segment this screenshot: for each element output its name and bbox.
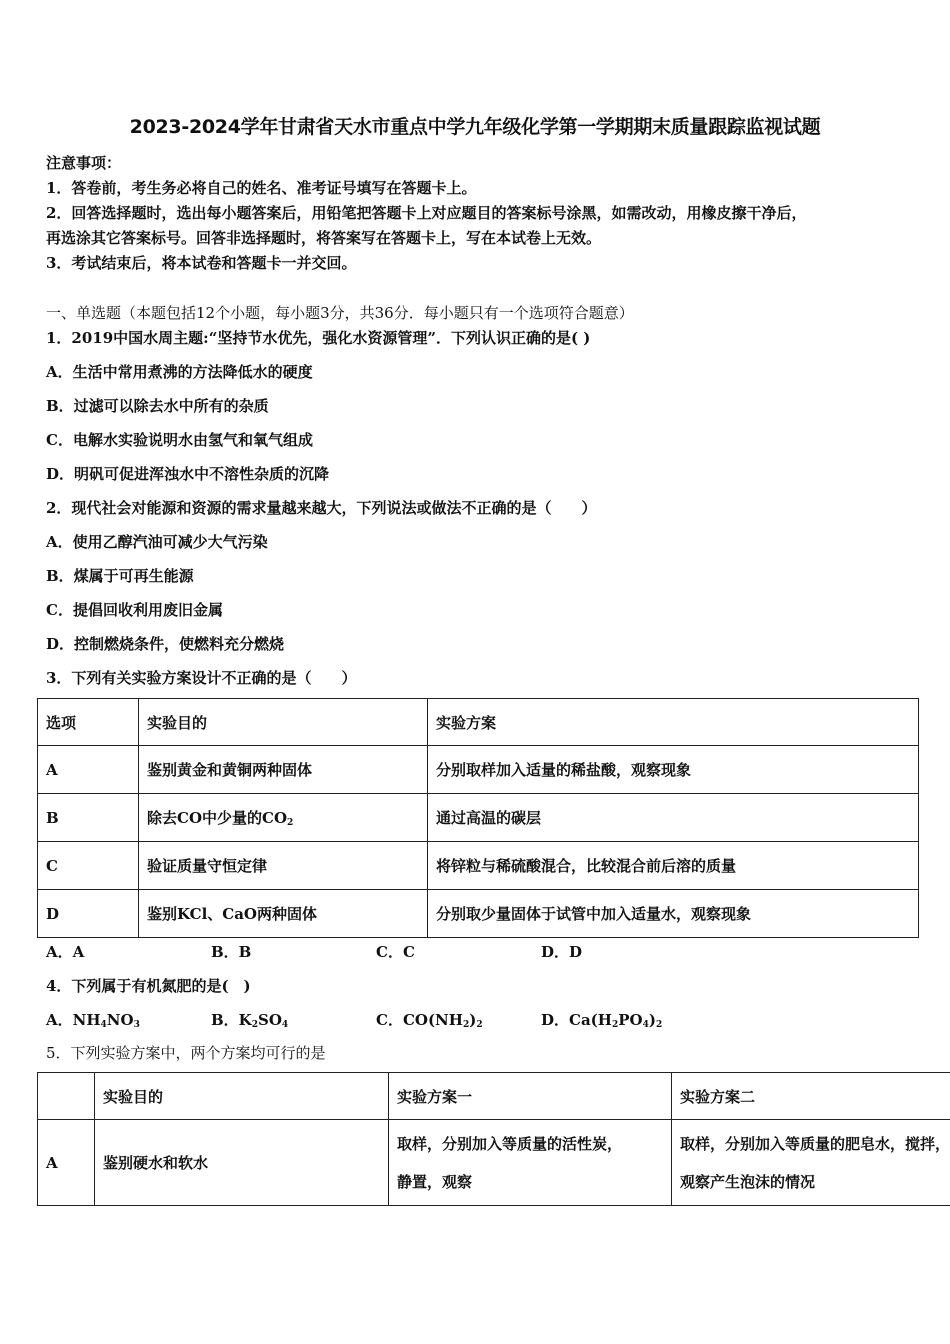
q4-c-text2: ) bbox=[469, 1011, 477, 1029]
q1-option-a: A．生活中常用煮沸的方法降低水的硬度 bbox=[46, 363, 313, 381]
row-purpose: 验证质量守恒定律 bbox=[139, 842, 428, 890]
plan1-line2: 静置，观察 bbox=[397, 1172, 473, 1191]
row-label: B bbox=[38, 794, 139, 842]
q2-option-c: C．提倡回收利用废旧金属 bbox=[46, 601, 223, 619]
q1-option-d: D．明矾可促进浑浊水中不溶性杂质的沉降 bbox=[46, 465, 330, 483]
notice-item-2-cont: 再选涂其它答案标号。回答非选择题时，将答案写在答题卡上，写在本试卷上无效。 bbox=[46, 229, 602, 247]
q5-table bbox=[37, 1072, 950, 1206]
q4-a-text: A．NH bbox=[46, 1011, 101, 1029]
q4-b-text2: SO bbox=[257, 1011, 282, 1029]
q4-option-d bbox=[541, 1009, 662, 1030]
header-purpose: 实验目的 bbox=[95, 1073, 389, 1120]
subscript: 2 bbox=[611, 1020, 619, 1030]
q1-option-c: C．电解水实验说明水由氢气和氧气组成 bbox=[46, 431, 313, 449]
notice-item-2: 2．回答选择题时，选出每小题答案后，用铅笔把答题卡上对应题目的答案标号涂黑，如需改动，用橡皮擦干净后， bbox=[46, 204, 807, 222]
table-row bbox=[38, 1073, 950, 1120]
header-blank bbox=[38, 1073, 95, 1120]
subscript: 2 bbox=[476, 1020, 483, 1030]
header-option: 选项 bbox=[38, 699, 139, 746]
row-label: C bbox=[38, 842, 139, 890]
header-plan-2: 实验方案二 bbox=[672, 1073, 950, 1120]
q4-stem: 4．下列属于有机氮肥的是( ) bbox=[46, 977, 251, 995]
row-purpose: 鉴别KCl、CaO两种固体 bbox=[139, 890, 428, 938]
header-plan-1: 实验方案一 bbox=[389, 1073, 672, 1120]
row-plan: 分别取样加入适量的稀盐酸，观察现象 bbox=[428, 746, 919, 794]
q3-table bbox=[37, 698, 919, 938]
q2-stem: 2．现代社会对能源和资源的需求量越来越大，下列说法或做法不正确的是（ ） bbox=[46, 499, 597, 517]
q4-option-c bbox=[376, 1009, 541, 1030]
q4-a-text2: NO bbox=[106, 1011, 134, 1029]
subscript: 2 bbox=[251, 1020, 258, 1030]
row-label: A bbox=[38, 746, 139, 794]
table-row bbox=[38, 699, 919, 746]
header-purpose: 实验目的 bbox=[139, 699, 428, 746]
row-purpose bbox=[139, 794, 428, 842]
row-purpose: 鉴别黄金和黄铜两种固体 bbox=[139, 746, 428, 794]
q2-option-d: D．控制燃烧条件，使燃料充分燃烧 bbox=[46, 635, 285, 653]
q5-table-wrap bbox=[37, 1072, 950, 1208]
q4-c-text: C．CO(NH bbox=[376, 1011, 463, 1029]
notice-heading: 注意事项： bbox=[46, 154, 122, 172]
q4-option-b bbox=[211, 1009, 376, 1030]
q3-answer-a: A．A bbox=[46, 943, 85, 961]
row-plan-2 bbox=[672, 1120, 950, 1206]
notice-item-3: 3．考试结束后，将本试卷和答题卡一并交回。 bbox=[46, 254, 357, 272]
q3-answer-d: D．D bbox=[541, 943, 583, 961]
row-label: D bbox=[38, 890, 139, 938]
subscript: 2 bbox=[287, 818, 294, 828]
subscript: 4 bbox=[281, 1020, 289, 1030]
row-plan: 分别取少量固体于试管中加入适量水，观察现象 bbox=[428, 890, 919, 938]
row-plan: 通过高温的碳层 bbox=[428, 794, 919, 842]
q4-option-a bbox=[46, 1009, 211, 1030]
plan2-line2: 观察产生泡沫的情况 bbox=[680, 1172, 816, 1191]
q3-stem: 3．下列有关实验方案设计不正确的是（ ） bbox=[46, 669, 357, 687]
table-row bbox=[38, 746, 919, 794]
q4-d-text3: ) bbox=[648, 1011, 656, 1029]
q4-b-text: B．K bbox=[211, 1011, 252, 1029]
subscript: 2 bbox=[462, 1020, 470, 1030]
q3-answer-b: B．B bbox=[211, 943, 252, 961]
subscript: 4 bbox=[100, 1020, 107, 1030]
subscript: 3 bbox=[133, 1020, 140, 1030]
table-row bbox=[38, 794, 919, 842]
table-row bbox=[38, 842, 919, 890]
q3-answers bbox=[46, 941, 582, 962]
row-purpose-text: 除去CO中少量的CO bbox=[147, 809, 288, 827]
q4-d-text: D．Ca(H bbox=[541, 1011, 612, 1029]
row-plan-1 bbox=[389, 1120, 672, 1206]
row-plan: 将锌粒与稀硫酸混合，比较混合前后溶的质量 bbox=[428, 842, 919, 890]
q5-stem: 5．下列实验方案中，两个方案均可行的是 bbox=[46, 1044, 326, 1062]
subscript: 4 bbox=[642, 1020, 649, 1030]
plan2-line1: 取样，分别加入等质量的肥皂水，搅拌， bbox=[680, 1134, 950, 1153]
q4-d-text2: PO bbox=[618, 1011, 643, 1029]
q1-option-b: B．过滤可以除去水中所有的杂质 bbox=[46, 397, 269, 415]
row-purpose: 鉴别硬水和软水 bbox=[95, 1120, 389, 1206]
q1-stem: 1．2019中国水周主题:“坚持节水优先，强化水资源管理”．下列认识正确的是( ) bbox=[46, 329, 591, 347]
q2-option-b: B．煤属于可再生能源 bbox=[46, 567, 194, 585]
plan1-line1: 取样，分别加入等质量的活性炭， bbox=[397, 1134, 623, 1153]
table-row bbox=[38, 890, 919, 938]
q4-options bbox=[46, 1009, 662, 1030]
header-plan: 实验方案 bbox=[428, 699, 919, 746]
section-title: 一、单选题（本题包括12个小题，每小题3分，共36分．每小题只有一个选项符合题意） bbox=[46, 304, 634, 322]
table-row bbox=[38, 1120, 950, 1206]
subscript: 2 bbox=[655, 1020, 663, 1030]
q2-option-a: A．使用乙醇汽油可减少大气污染 bbox=[46, 533, 268, 551]
page-title: 2023-2024学年甘肃省天水市重点中学九年级化学第一学期期末质量跟踪监视试题 bbox=[129, 116, 821, 138]
row-label: A bbox=[38, 1120, 95, 1206]
q3-answer-c: C．C bbox=[376, 943, 415, 961]
notice-item-1: 1．答卷前，考生务必将自己的姓名、准考证号填写在答题卡上。 bbox=[46, 179, 477, 197]
